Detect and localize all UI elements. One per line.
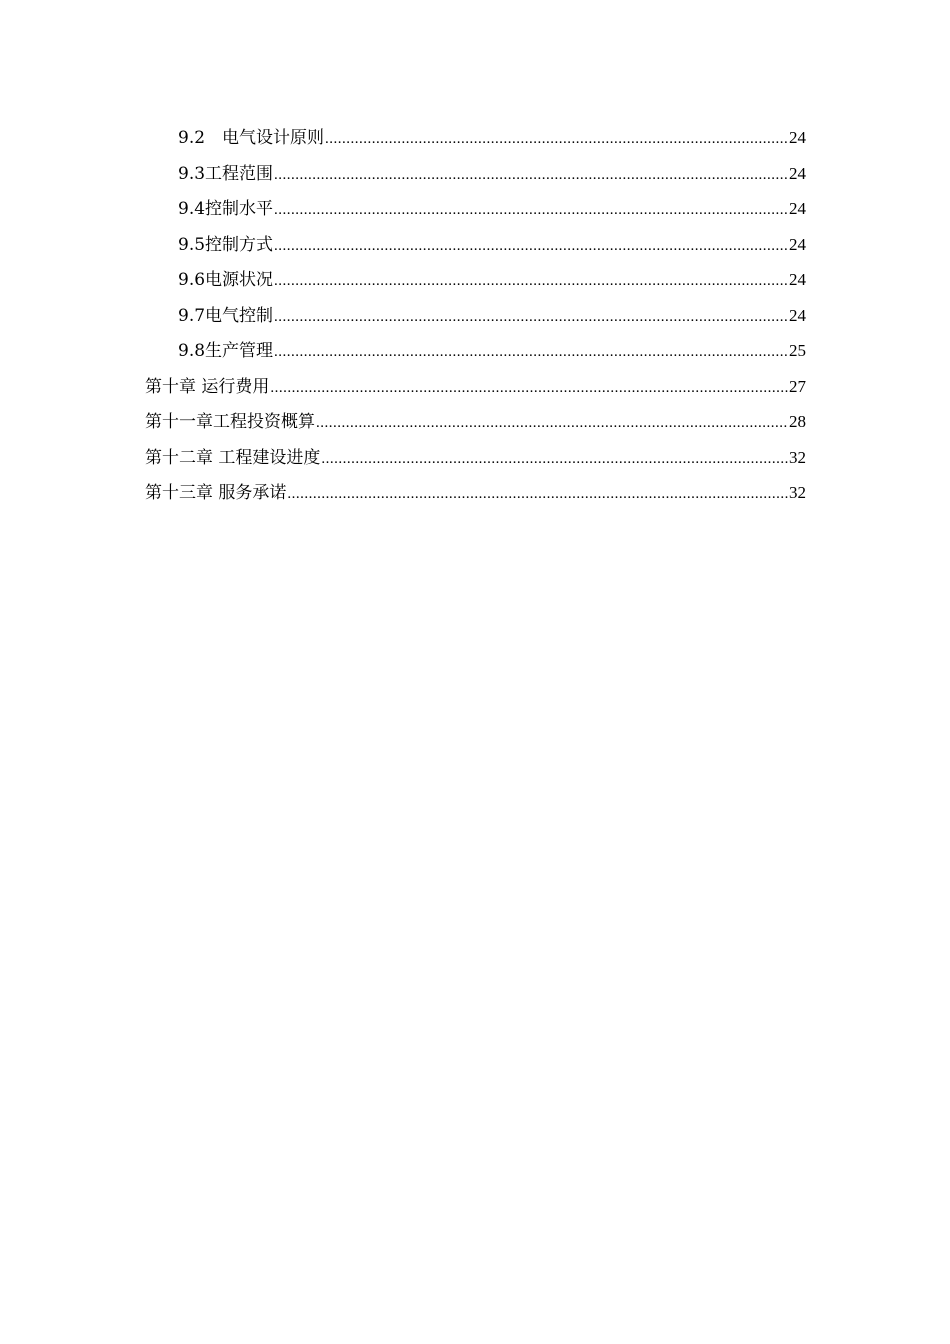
toc-dot-leader: [274, 229, 788, 265]
toc-entry-page: 24: [789, 199, 806, 218]
toc-entry-chapter-12[interactable]: [145, 440, 806, 476]
toc-dot-leader: [325, 122, 788, 158]
toc-entry-title: 9.6电源状况: [178, 270, 274, 290]
toc-dot-leader: [321, 442, 788, 478]
toc-entry-title: 9.8生产管理: [178, 341, 274, 361]
toc-entry-title: 9.4控制水平: [178, 199, 274, 219]
toc-entry-title: 第十三章 服务承诺: [145, 483, 287, 503]
toc-entry-page: 24: [789, 163, 806, 183]
toc-entry-chapter-11[interactable]: [145, 404, 806, 440]
table-of-contents: [145, 120, 806, 511]
toc-entry-page: 24: [789, 305, 806, 325]
toc-entry-chapter-13[interactable]: [145, 475, 806, 511]
toc-entry-page: 24: [789, 128, 806, 147]
toc-entry-page: 28: [789, 412, 806, 431]
toc-entry-page: 32: [789, 447, 806, 467]
toc-entry-title: 9.3工程范围: [178, 163, 274, 184]
toc-entry-title: 9.7电气控制: [178, 305, 274, 326]
toc-dot-leader: [274, 158, 788, 194]
toc-dot-leader: [270, 371, 788, 407]
toc-entry-9-2[interactable]: [145, 120, 806, 156]
toc-entry-9-6[interactable]: [145, 262, 806, 298]
toc-dot-leader: [287, 477, 788, 513]
toc-entry-9-7[interactable]: [145, 298, 806, 334]
toc-entry-chapter-10[interactable]: [145, 369, 806, 405]
toc-entry-page: 32: [789, 483, 806, 502]
toc-entry-9-8[interactable]: [145, 333, 806, 369]
toc-entry-9-5[interactable]: [145, 227, 806, 263]
toc-dot-leader: [316, 406, 788, 442]
toc-dot-leader: [274, 264, 788, 300]
toc-entry-title: 9.2 电气设计原则: [178, 128, 325, 148]
toc-entry-page: 24: [789, 270, 806, 289]
toc-entry-9-4[interactable]: [145, 191, 806, 227]
toc-entry-page: 24: [789, 234, 806, 254]
toc-entry-title: 第十一章工程投资概算: [145, 412, 315, 432]
toc-dot-leader: [274, 300, 788, 336]
toc-entry-9-3[interactable]: [145, 156, 806, 192]
toc-entry-title: 第十二章 工程建设进度: [145, 447, 321, 468]
toc-dot-leader: [274, 335, 788, 371]
toc-entry-title: 9.5控制方式: [178, 234, 274, 255]
toc-entry-page: 27: [789, 376, 806, 396]
toc-entry-title: 第十章 运行费用: [145, 376, 270, 397]
toc-dot-leader: [274, 193, 788, 229]
toc-entry-page: 25: [789, 341, 806, 360]
